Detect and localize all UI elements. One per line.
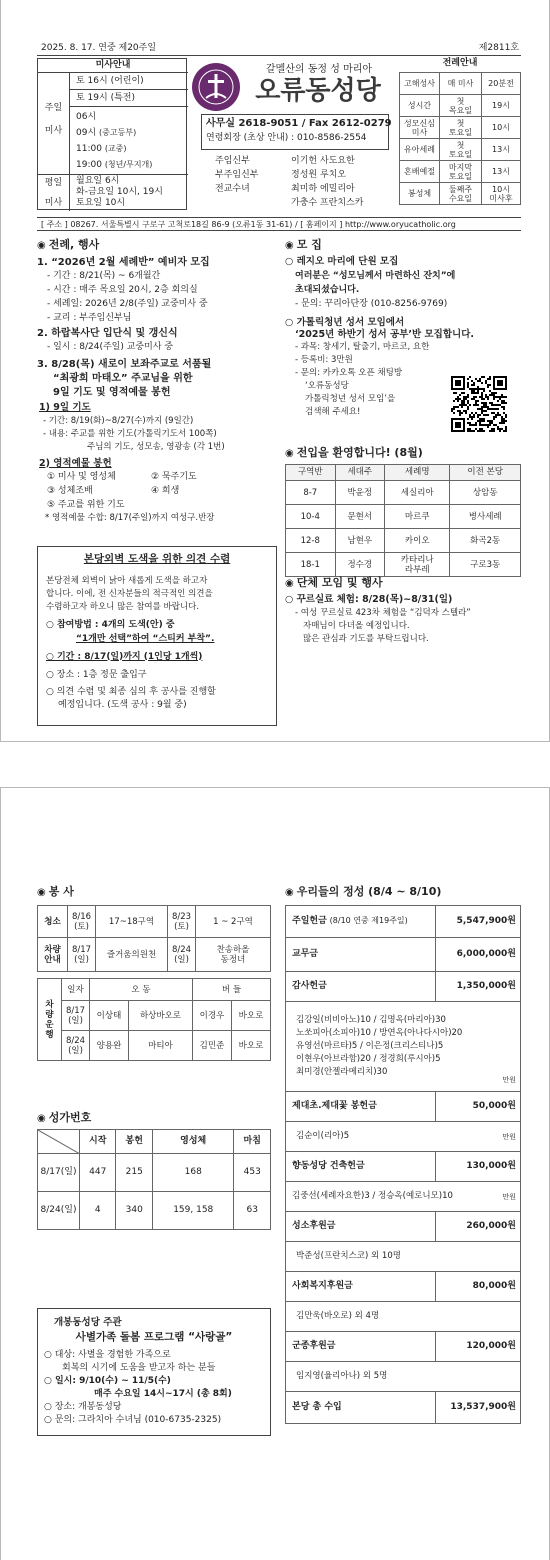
detail-line: - 등록비: 3만원 — [295, 355, 353, 366]
church-logo — [191, 62, 241, 112]
section-bullet-icon: ◉ — [285, 240, 294, 251]
detail-line: 검색해 주세요! — [305, 407, 361, 418]
date-line: 2025. 8. 17. 연중 제20주일 — [41, 43, 157, 53]
offering-total-row — [286, 1392, 521, 1424]
header-bar — [37, 40, 521, 56]
hymn-date: 8/24(일) — [38, 1192, 80, 1230]
service-date: 8/17 (일) — [68, 938, 96, 972]
drive-row — [38, 1001, 271, 1031]
rite-time: 10시 미사후 — [482, 183, 521, 205]
total-amount: 13,537,900원 — [436, 1392, 521, 1424]
hymn-number: 340 — [116, 1192, 152, 1230]
offering-amount: 1,350,000원 — [436, 972, 521, 1002]
rites-title: 전례안내 — [442, 58, 478, 68]
hymn-number: 215 — [116, 1154, 152, 1192]
hymn-row — [38, 1154, 271, 1192]
service-table — [37, 905, 271, 972]
novena-heading: 1) 9일 기도 — [39, 402, 91, 414]
survey-title: 본당외벽 도색을 위한 의견 수렴 — [83, 553, 231, 565]
mass-row: 19:00 (청년/무지개) — [76, 160, 153, 170]
body-line: 합니다. 이에, 전 신자분들의 적극적인 의견을 — [46, 588, 213, 599]
detail-line: 많은 관심과 기도를 부탁드립니다. — [303, 633, 429, 644]
address-bar: [ 주소 ] 08267. 서울특별시 구로구 고척로18길 86-9 (오류1동 31-61) / [ 홈페이지 ] http://www.oryucatholic.org — [37, 217, 521, 231]
offering-row — [286, 1092, 521, 1122]
welcome-cell: 18-1 — [286, 553, 336, 577]
program-date: ○ 일시: 9/10(수) ~ 11/5(수) — [44, 1375, 171, 1386]
offering-title: ◉ 우리들의 정성 (8/4 ~ 8/10) — [285, 885, 442, 898]
rite-name: 고해성사 — [400, 73, 440, 95]
bereavement-program-box — [37, 1308, 271, 1436]
drive-baptismal: 하상바오로 — [129, 1001, 193, 1031]
liturgy-title: ◉ 전례, 행사 — [37, 238, 100, 251]
mass-row: 화-금요일 10시, 19시 — [76, 187, 163, 197]
section-bullet-icon: ◉ — [37, 887, 46, 898]
offering-note: * 영적예물 수합: 8/17(주일)까지 여성구.반장 — [45, 512, 215, 523]
service-date: 8/16 (토) — [68, 906, 96, 938]
clean-label: 청소 — [38, 906, 68, 938]
welcome-cell: 8-7 — [286, 481, 336, 505]
qr-code-icon[interactable] — [451, 376, 507, 432]
offering-names-row — [286, 1002, 521, 1092]
offering-names: 김중선(세례자요한)3 / 정승옥(예로니모)10 만원 — [286, 1182, 521, 1212]
detail-line: - 문의: 카카오톡 오픈 채팅방 — [295, 368, 403, 379]
welcome-row — [286, 505, 521, 529]
offering-amount: 6,000,000원 — [436, 938, 521, 972]
survey-method: ○ 참여방법 : 4개의 도색(안) 중 — [46, 619, 175, 630]
offering-name: 교무금 — [286, 938, 436, 972]
donor-line: 이현우(아브라함)20 / 정경희(루시아)5 — [296, 1054, 441, 1064]
clergy-row: 주임신부 이기헌 사도요한 — [215, 156, 355, 166]
program-title: 사별가족 돌봄 프로그램 “사랑골” — [75, 1331, 233, 1344]
mass-row: 06시 — [76, 112, 97, 122]
drive-header: 버 들 — [192, 979, 270, 1001]
body-line: 본당전체 외벽이 낡아 새롭게 도색을 하고자 — [46, 575, 208, 586]
offering-names-row — [286, 1182, 521, 1212]
mass-schedule — [37, 58, 187, 210]
offering-name: 주일헌금 (8/10 연중 제19주일) — [286, 906, 436, 938]
note-line: 예정입니다. (도색 공사 : 9월 중) — [58, 699, 187, 710]
heading-line: 3. 8/28(목) 새로이 보좌주교로 서품될 — [37, 359, 212, 371]
service-value: 1 ~ 2구역 — [196, 906, 271, 938]
offering-amount: 120,000원 — [436, 1332, 521, 1362]
bishop-prayer-heading — [37, 358, 277, 400]
program-target: ○ 대상: 사별을 경험한 가족으로 — [44, 1349, 171, 1360]
hymn-table — [37, 1129, 271, 1230]
welcome-cell: 남현우 — [335, 529, 385, 553]
office-phone: 사무실 2618-9051 / Fax 2612-0279 — [206, 118, 392, 129]
cursillo-details — [285, 607, 521, 646]
note-line: ○ 의견 수렴 및 최종 심의 후 공사를 진행할 — [46, 686, 216, 697]
rite-row — [400, 117, 521, 139]
hymn-header: 영성체 — [152, 1130, 234, 1154]
program-contact: ○ 문의: 그라치아 수녀님 (010-6735-2325) — [44, 1414, 222, 1425]
welcome-section — [285, 446, 521, 577]
offering-item: ⑤ 주교를 위한 기도 — [47, 499, 125, 510]
offering-name: 사회복지후원금 — [286, 1272, 436, 1302]
offering-heading: 2) 영적예물 봉헌 — [39, 457, 112, 469]
drive-date: 8/24 (일) — [62, 1031, 90, 1061]
unit-label: 만원 — [502, 1133, 516, 1141]
service-value: 찬송하올 동정녀 — [196, 938, 271, 972]
car-label: 차량 안내 — [38, 938, 68, 972]
novena-details — [37, 415, 277, 454]
hymn-row — [38, 1192, 271, 1230]
section-bullet-icon: ◉ — [285, 887, 294, 898]
altar-server-details — [37, 340, 277, 354]
welcome-cell: 12-8 — [286, 529, 336, 553]
drive-name: 양용완 — [90, 1031, 129, 1061]
rite-time: 13시 — [482, 161, 521, 183]
rites-table — [399, 72, 521, 205]
offering-amount: 260,000원 — [436, 1212, 521, 1242]
rite-when: 매 미사 — [440, 73, 482, 95]
sunday-mass-times — [70, 73, 188, 175]
drive-baptismal: 마티아 — [129, 1031, 193, 1061]
mass-row: 월요일 6시 — [76, 176, 120, 186]
rite-row — [400, 73, 521, 95]
mass-row: 토 16시 (어린이) — [70, 73, 188, 90]
offering-amount: 80,000원 — [436, 1272, 521, 1302]
mass-title: 미사안내 — [38, 59, 188, 73]
detail-line: 주님의 기도, 성모송, 영광송 (각 1번) — [87, 441, 225, 452]
drive-header: 일자 — [62, 979, 90, 1001]
offering-name: 향동성당 건축헌금 — [286, 1152, 436, 1182]
rite-time: 20분전 — [482, 73, 521, 95]
welcome-cell: 문현서 — [335, 505, 385, 529]
groups-section — [285, 576, 521, 646]
legio-line: 여러분은 “성모님께서 마련하신 잔치”에 — [295, 270, 456, 281]
program-host: 개봉동성당 주관 — [54, 1317, 122, 1328]
offering-names-row — [286, 1122, 521, 1152]
rite-when: 첫 목요일 — [440, 95, 482, 117]
clergy-list — [215, 154, 395, 210]
welcome-header: 세대주 — [335, 465, 385, 481]
drive-row — [38, 1031, 271, 1061]
donor-line: 김강일(비비아노)10 / 김명옥(마리아)30 — [296, 1015, 446, 1025]
detail-line: - 여성 꾸르실료 423차 체험을 “김덕자 스텔라” — [295, 607, 471, 618]
rite-name: 봉성체 — [400, 183, 440, 205]
section-bullet-icon: ◉ — [285, 448, 294, 459]
bulletin-page-2 — [0, 787, 550, 1560]
rite-row — [400, 139, 521, 161]
weekday-mass-label: 평일 미사 — [38, 175, 70, 211]
welcome-row — [286, 529, 521, 553]
hymn-date: 8/17(일) — [38, 1154, 80, 1192]
bulletin-page-1 — [0, 0, 550, 742]
welcome-cell: 화곡2동 — [450, 529, 521, 553]
offering-name: 감사헌금 — [286, 972, 436, 1002]
welcome-cell: 구로3동 — [450, 553, 521, 577]
cursillo-heading: ○ 꾸르실료 체험: 8/28(목)~8/31(일) — [285, 594, 453, 606]
hymn-title: ◉ 성가번호 — [37, 1111, 92, 1124]
section-bullet-icon: ◉ — [285, 578, 294, 589]
offering-item: ① 미사 및 영성체 — [47, 471, 116, 482]
service-section — [37, 885, 271, 1061]
offering-amount: 130,000원 — [436, 1152, 521, 1182]
welcome-title: ◉ 전입을 환영합니다! (8월) — [285, 446, 423, 459]
clergy-row: 부주임신부 정성원 루치오 — [215, 170, 347, 180]
drive-name: 김민준 — [192, 1031, 231, 1061]
offering-item: ② 묵주기도 — [151, 471, 197, 482]
heading-line: “최광희 마태오” 주교님을 위한 — [53, 373, 193, 385]
rite-when: 첫 토요일 — [440, 139, 482, 161]
welcome-cell: 정수경 — [335, 553, 385, 577]
recruit-title: ◉ 모 집 — [285, 238, 322, 251]
offering-table — [285, 905, 521, 1424]
catechumen-details — [37, 269, 277, 325]
legio-line: 초대되셨습니다. — [295, 284, 360, 295]
offering-row — [286, 1272, 521, 1302]
service-date: 8/23 (토) — [168, 906, 196, 938]
hymn-header: 마침 — [234, 1130, 271, 1154]
youth-line: ‘2025년 하반기 성서 공부’반 모집합니다. — [295, 328, 474, 340]
welcome-row — [286, 553, 521, 577]
offering-names-row — [286, 1362, 521, 1392]
driving-table — [37, 978, 271, 1061]
program-date-detail: 매주 수요일 14시~17시 (총 8회) — [94, 1388, 232, 1399]
catechumen-heading: 1. “2026년 2월 세례반” 예비자 모집 — [37, 257, 210, 269]
welcome-cell: 상암동 — [450, 481, 521, 505]
offering-names: 김만욱(바오로) 외 4명 — [286, 1302, 521, 1332]
survey-period: ○ 기간 : 8/17(일)까지 (1인당 1개씩) — [46, 651, 203, 662]
detail-line: - 교리 : 부주임신부님 — [47, 313, 132, 324]
hymn-corner — [38, 1130, 80, 1154]
rite-name: 성모신심 미사 — [400, 117, 440, 139]
drive-header: 오 동 — [90, 979, 193, 1001]
offering-row — [286, 1332, 521, 1362]
welcome-cell: 세실리아 — [385, 481, 450, 505]
altar-server-heading: 2. 하랍복사단 입단식 및 갱신식 — [37, 328, 178, 340]
offering-name: 성소후원금 — [286, 1212, 436, 1242]
liturgy-section — [37, 238, 277, 525]
mass-row: 토요일 10시 — [76, 198, 126, 208]
legio-heading: ○ 레지오 마리에 단원 모집 — [285, 256, 399, 268]
offering-item: ④ 희생 — [151, 485, 180, 496]
offering-row — [286, 972, 521, 1002]
mass-row: 토 19시 (특전) — [70, 90, 188, 107]
survey-note — [46, 686, 268, 712]
heading-line: 9일 기도 및 영적예물 봉헌 — [53, 387, 171, 399]
offering-name: 제대초.제대꽃 봉헌금 — [286, 1092, 436, 1122]
mass-row: 09시 (중고등부) — [76, 128, 137, 138]
rite-when: 첫 토요일 — [440, 117, 482, 139]
rite-when: 마지막 토요일 — [440, 161, 482, 183]
detail-line: - 과목: 창세기, 탈출기, 마르코, 요한 — [295, 342, 430, 353]
hymn-header: 시작 — [80, 1130, 116, 1154]
welcome-cell: 카타리나 라부레 — [385, 553, 450, 577]
clergy-row: 가충수 프란치스카 — [291, 198, 364, 208]
issue-number: 제2811호 — [478, 43, 519, 53]
survey-method-detail: “1개만 선택”하여 “스티커 부착”. — [76, 633, 215, 644]
mass-row: 11:00 (교중) — [76, 144, 127, 154]
drive-label: 차 량 운 행 — [38, 979, 62, 1061]
weekday-mass-times — [70, 175, 188, 211]
detail-line: 가톨릭청년 성서 모임’을 — [305, 394, 396, 405]
detail-line: - 내용: 주교를 위한 기도(가톨릭기도서 100쪽) — [43, 428, 217, 439]
offering-names-row — [286, 1302, 521, 1332]
offering-row — [286, 906, 521, 938]
offering-list — [37, 470, 277, 512]
offering-names-row — [286, 1242, 521, 1272]
offering-amount: 5,547,900원 — [436, 906, 521, 938]
church-name: 오류동성당 — [255, 76, 381, 106]
detail-line: - 일시 : 8/24(주일) 교중미사 중 — [47, 342, 174, 353]
hymn-number: 159, 158 — [152, 1192, 234, 1230]
sunday-mass-label: 주일 미사 — [38, 73, 70, 175]
rite-row — [400, 161, 521, 183]
welcome-header: 이전 본당 — [450, 465, 521, 481]
service-value: 즐거움의원천 — [96, 938, 168, 972]
offering-item: ③ 성체조배 — [47, 485, 93, 496]
rite-row — [400, 95, 521, 117]
legio-contact: - 문의: 꾸리아단장 (010-8256-9769) — [295, 298, 448, 309]
service-value: 17~18구역 — [96, 906, 168, 938]
rite-row — [400, 183, 521, 205]
program-target-detail: 회복의 시기에 도움을 받고자 하는 분들 — [62, 1362, 216, 1373]
groups-title: ◉ 단체 모임 및 행사 — [285, 576, 383, 589]
rite-when: 둘째주 수요일 — [440, 183, 482, 205]
survey-place: ○ 장소 : 1층 정문 출입구 — [46, 669, 147, 680]
drive-name: 이경우 — [192, 1001, 231, 1031]
mass-rows-group — [70, 107, 188, 175]
welcome-header: 세례명 — [385, 465, 450, 481]
rite-time: 13시 — [482, 139, 521, 161]
body-line: 수렴하고자 하오니 많은 참여를 바랍니다. — [46, 601, 200, 612]
donor-line: 유영선(마르타)5 / 이은정(크리스티나)5 — [296, 1041, 444, 1051]
offering-names: 김순이(리아)5 만원 — [286, 1122, 521, 1152]
offering-row — [286, 938, 521, 972]
program-place: ○ 장소: 개봉동성당 — [44, 1401, 122, 1412]
offering-row — [286, 1212, 521, 1242]
hymn-number: 447 — [80, 1154, 116, 1192]
offering-names: 임지영(율리아나) 외 5명 — [286, 1362, 521, 1392]
welcome-row — [286, 481, 521, 505]
clergy-row: 전교수녀 최미하 에밀리아 — [215, 184, 355, 194]
unit-label: 만원 — [502, 1193, 516, 1201]
drive-name: 이상태 — [90, 1001, 129, 1031]
detail-line: - 기간 : 8/21(목) ~ 6개월간 — [47, 271, 161, 282]
service-date: 8/24 (일) — [168, 938, 196, 972]
rite-name: 혼배예절 — [400, 161, 440, 183]
contact-box — [201, 114, 392, 150]
paint-survey-box — [37, 546, 277, 726]
detail-line: 자매님이 다녀올 예정입니다. — [303, 620, 410, 631]
welcome-cell: 마르쿠 — [385, 505, 450, 529]
detail-line: - 세례일: 2026년 2/8(주일) 교중미사 중 — [47, 299, 208, 310]
funeral-contact: 연령회장 (초상 안내) : 010-8586-2554 — [206, 133, 367, 143]
donor-line: 최미경(안젤라메리치)30 — [296, 1067, 388, 1077]
total-label: 본당 총 수입 — [286, 1392, 436, 1424]
rite-time: 19시 — [482, 95, 521, 117]
section-bullet-icon: ◉ — [37, 240, 46, 251]
welcome-cell: 카이오 — [385, 529, 450, 553]
offering-section — [285, 885, 521, 899]
detail-line: ‘오류동성당 — [305, 381, 349, 392]
unit-label: 만원 — [502, 1076, 516, 1084]
welcome-cell: 10-4 — [286, 505, 336, 529]
hymn-number: 4 — [80, 1192, 116, 1230]
church-patron: 갈멜산의 동정 성 마리아 — [265, 64, 373, 75]
drive-date: 8/17 (일) — [62, 1001, 90, 1031]
hymn-section — [37, 1111, 271, 1230]
offering-amount: 50,000원 — [436, 1092, 521, 1122]
service-title: ◉ 봉 사 — [37, 885, 74, 898]
drive-baptismal: 바오로 — [231, 1001, 270, 1031]
offering-name: 군종후원금 — [286, 1332, 436, 1362]
hymn-number: 453 — [234, 1154, 271, 1192]
rite-time: 10시 — [482, 117, 521, 139]
survey-body — [46, 575, 268, 614]
welcome-cell: 병사세례 — [450, 505, 521, 529]
detail-line: - 시간 : 매주 목요일 20시, 2층 회의실 — [47, 285, 198, 296]
drive-baptismal: 바오로 — [231, 1031, 270, 1061]
rite-name: 성시간 — [400, 95, 440, 117]
youth-heading: ○ 가톨릭청년 성서 모임에서 — [285, 316, 405, 328]
welcome-header: 구역반 — [286, 465, 336, 481]
welcome-table — [285, 464, 521, 577]
detail-line: - 기간: 8/19(화)~8/27(수)까지 (9일간) — [43, 415, 194, 426]
offering-names — [286, 1002, 521, 1092]
rite-name: 유아세례 — [400, 139, 440, 161]
donor-line: 노쏘피아(소피아)10 / 방연옥(아나다시아)20 — [296, 1028, 463, 1038]
hymn-number: 63 — [234, 1192, 271, 1230]
welcome-cell: 박윤정 — [335, 481, 385, 505]
offering-row — [286, 1152, 521, 1182]
section-bullet-icon: ◉ — [37, 1113, 46, 1124]
offering-names: 박준성(프란치스코) 외 10명 — [286, 1242, 521, 1272]
hymn-number: 168 — [152, 1154, 234, 1192]
hymn-header: 봉헌 — [116, 1130, 152, 1154]
